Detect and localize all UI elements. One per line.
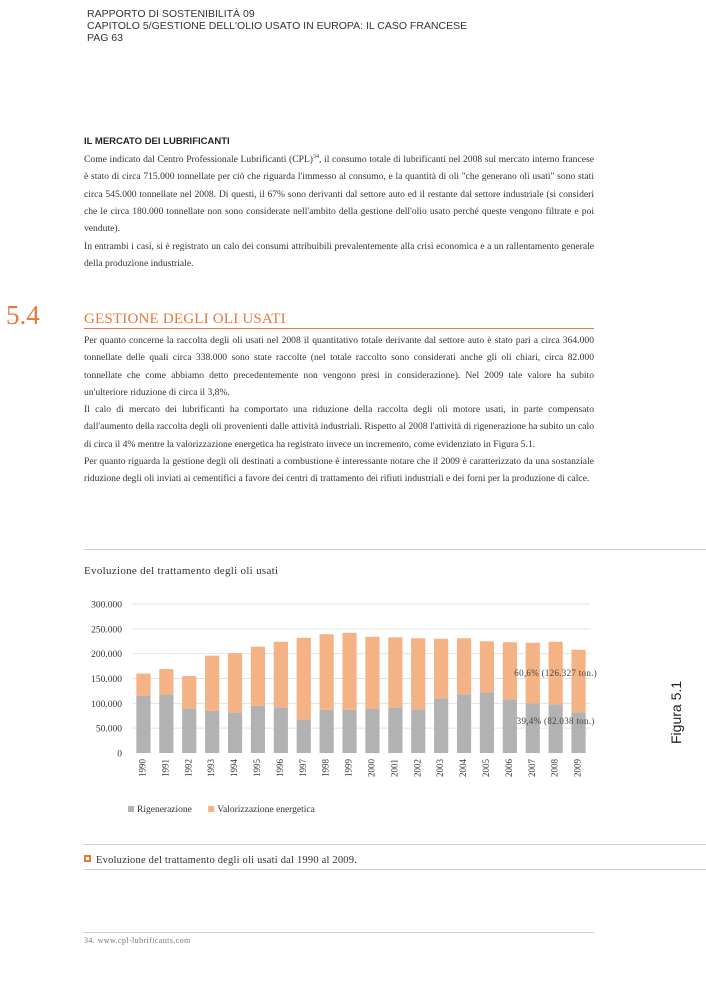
section-54-paragraph-2: Il calo di mercato dei lubrificanti ha comportato una riduzione della raccolta degli oli motore usati, in parte compensato dall'aumento della raccolta degli oli provenienti dalle attività industriali. Rispetto al 2008 l'attività di rigenerazione ha subito un calo di circa il 4% mentre la valorizzazione energetica ha registrato invece un incremento, come evidenziato in Figura 5.1. — [84, 404, 594, 450]
x-tick-label: 1993 — [206, 759, 217, 777]
footnote: 34. www.cpl-lubrificants.com — [84, 936, 191, 945]
bar-valorizzazione — [251, 647, 265, 706]
bar-valorizzazione — [571, 650, 585, 713]
bar-rigenerazione — [526, 703, 540, 753]
paragraph-text: Come indicato dal Centro Professionale Lubrificanti (CPL) — [84, 154, 314, 166]
bar-rigenerazione — [388, 707, 402, 753]
y-tick-label: 250.000 — [91, 625, 122, 636]
header-page: PAG 63 — [87, 32, 123, 44]
lubricants-paragraph-2: In entrambi i casi, si è registrato un calo dei consumi attribuibili prevalentemente alla crisi economica e a un rallentamento generale della produzione industriale. — [84, 240, 594, 269]
bar-annotation: 39,4% (82.038 ton.) — [516, 716, 595, 727]
bar-rigenerazione — [342, 710, 356, 753]
bar-valorizzazione — [274, 642, 288, 708]
x-tick-label: 2003 — [435, 759, 446, 777]
legend-label: Rigenerazione — [137, 805, 192, 815]
paragraph-text: , il consumo totale di lubrificanti nel 2008 sul mercato interno francese è stato di circa 715.000 tonnellate per ciò che riguarda l'immesso al consumo, e la quantità di oli "che generano oli usati" sono stati circa 545.000 tonnellate nel 2008. Di questi, il 67% sono derivanti dal settore auto ed il restante dal settore industriale (si consideri che le circa 180.000 tonnellate non sono considerate nell'ambito della gestione dell'olio usato perché queste vengono filtrate e poi vendute). — [84, 154, 594, 235]
bar-valorizzazione — [388, 637, 402, 707]
bar-valorizzazione — [228, 653, 242, 712]
bar-rigenerazione — [228, 712, 242, 753]
bar-rigenerazione — [297, 719, 311, 753]
bar-valorizzazione — [297, 638, 311, 719]
figure-vertical-label: Figura 5.1 — [668, 680, 684, 744]
x-tick-label: 1991 — [160, 759, 171, 777]
bar-rigenerazione — [411, 709, 425, 753]
x-tick-label: 1990 — [137, 759, 148, 777]
bar-rigenerazione — [434, 698, 448, 753]
legend-swatch — [208, 806, 214, 812]
lubricants-paragraph-1 — [84, 149, 594, 238]
bar-rigenerazione — [480, 692, 494, 753]
bar-rigenerazione — [182, 708, 196, 753]
x-tick-label: 2007 — [526, 759, 537, 777]
x-tick-label: 1998 — [320, 759, 331, 777]
x-tick-label: 2006 — [503, 759, 514, 777]
figure-top-divider — [84, 549, 706, 550]
figure-caption — [84, 855, 357, 866]
section-number: 5.4 — [6, 300, 40, 330]
footnote-divider — [84, 932, 594, 933]
section-54-paragraph-3: Per quanto riguarda la gestione degli oli destinati a combustione è interessante notare che il 2009 è caratterizzato da una sostanziale riduzione degli oli inviati ai cementifici a favore dei centri di trattamento dei rifiuti industriali e dei forni per la produzione di calce. — [84, 456, 594, 485]
bar-valorizzazione — [434, 639, 448, 699]
bar-valorizzazione — [411, 638, 425, 709]
bar-valorizzazione — [320, 634, 334, 709]
treatment-chart — [84, 590, 604, 830]
bar-valorizzazione — [342, 633, 356, 710]
section-rule — [84, 328, 594, 329]
section-54-body — [84, 332, 594, 488]
caption-bullet-icon — [84, 855, 91, 862]
bar-rigenerazione — [251, 706, 265, 753]
bar-valorizzazione — [205, 656, 219, 711]
bar-rigenerazione — [136, 696, 150, 753]
bar-valorizzazione — [457, 638, 471, 694]
x-tick-label: 2002 — [412, 759, 423, 777]
x-tick-label: 2008 — [549, 759, 560, 777]
x-tick-label: 2000 — [366, 759, 377, 777]
bar-valorizzazione — [480, 641, 494, 692]
bar-rigenerazione — [320, 710, 334, 753]
bar-valorizzazione — [365, 637, 379, 709]
header-report-title: RAPPORTO DI SOSTENIBILITÀ 09 — [87, 8, 255, 20]
bar-rigenerazione — [365, 708, 379, 753]
section-54-paragraph-1: Per quanto concerne la raccolta degli oli usati nel 2008 il quantitativo totale derivante dal settore auto è stato pari a circa 364.000 tonnellate delle quali circa 338.000 sono state raccolte (nel totale raccolto sono considerati anche gli oli chiari, circa 82.000 tonnellate che come abbiamo detto precedentemente non vengono presi in considerazione). Nel 2009 tale valore ha subito un'ulteriore riduzione di circa il 3,8%. — [84, 335, 594, 398]
bar-rigenerazione — [274, 707, 288, 753]
section-heading: GESTIONE DEGLI OLI USATI — [84, 311, 286, 327]
header-chapter: CAPITOLO 5/GESTIONE DELL'OLIO USATO IN EUROPA: IL CASO FRANCESE — [87, 20, 468, 32]
bar-annotation: 60,6% (126.327 ton.) — [514, 668, 598, 679]
x-tick-label: 1996 — [274, 759, 285, 777]
bar-rigenerazione — [549, 704, 563, 753]
bar-rigenerazione — [457, 694, 471, 753]
bar-valorizzazione — [182, 676, 196, 708]
section-title-lubricants: IL MERCATO DEI LUBRIFICANTI — [84, 136, 230, 147]
bar-rigenerazione — [205, 711, 219, 753]
x-tick-label: 1997 — [297, 759, 308, 777]
legend-label: Valorizzazione energetica — [217, 805, 315, 815]
x-tick-label: 2005 — [481, 759, 492, 777]
figure-title: Evoluzione del trattamento degli oli usati — [84, 565, 279, 577]
bar-valorizzazione — [136, 674, 150, 696]
running-header — [87, 8, 467, 44]
x-tick-label: 2009 — [572, 759, 583, 777]
bar-rigenerazione — [503, 699, 517, 753]
lubricants-body — [84, 149, 594, 272]
footnote-ref: 34 — [313, 154, 320, 160]
caption-divider — [84, 844, 706, 845]
bar-rigenerazione — [159, 694, 173, 753]
x-tick-label: 1994 — [229, 759, 240, 777]
legend-swatch — [128, 806, 134, 812]
y-tick-label: 300.000 — [91, 600, 122, 611]
y-tick-label: 0 — [117, 749, 122, 760]
bar-valorizzazione — [159, 669, 173, 694]
y-tick-label: 150.000 — [91, 675, 122, 685]
x-tick-label: 2001 — [389, 759, 400, 777]
x-tick-label: 2004 — [458, 759, 469, 777]
caption-bottom-divider — [84, 869, 706, 870]
y-tick-label: 200.000 — [91, 650, 122, 661]
x-tick-label: 1999 — [343, 759, 354, 777]
y-tick-label: 100.000 — [91, 699, 122, 710]
y-tick-label: 50.000 — [95, 724, 122, 735]
caption-text: Evoluzione del trattamento degli oli usati dal 1990 al 2009. — [96, 855, 358, 866]
x-tick-label: 1992 — [183, 759, 194, 777]
x-tick-label: 1995 — [252, 759, 263, 777]
